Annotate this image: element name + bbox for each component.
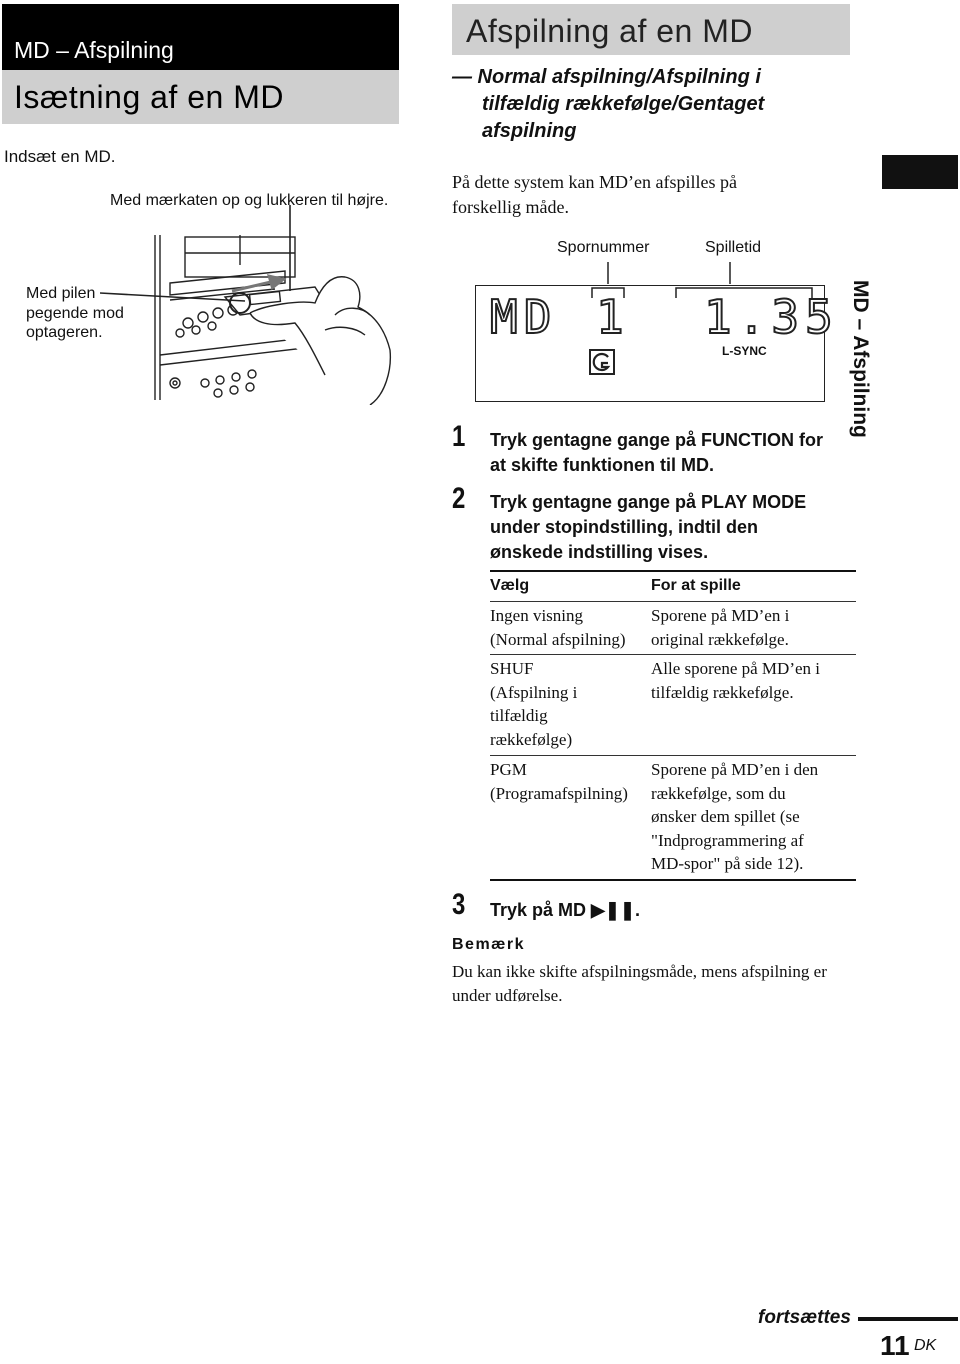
play-mode-table bbox=[490, 570, 856, 881]
intro-text: På dette system kan MD’en afspilles på forskellig måde. bbox=[452, 172, 737, 217]
language-code: DK bbox=[914, 1337, 937, 1354]
step-3-text: Tryk på MD ▶❚❚. bbox=[490, 900, 641, 920]
note-title: Bemærk bbox=[452, 936, 526, 953]
page-number: 11 bbox=[880, 1330, 910, 1361]
step-2-number: 2 bbox=[452, 482, 466, 515]
md-insert-illustration bbox=[100, 205, 400, 405]
md-display bbox=[475, 285, 839, 402]
table-header-choose: Vælg bbox=[490, 577, 530, 594]
side-tab-label: MD – Afspilning bbox=[849, 280, 872, 438]
continues-label: fortsættes bbox=[758, 1307, 851, 1328]
subheading: — Normal afspilning/Afspilning i tilfældig rækkefølge/Gentaget afspilning bbox=[452, 66, 765, 142]
left-heading-bar bbox=[2, 70, 399, 124]
track-number-label: Spornummer bbox=[557, 239, 650, 256]
display-sync: L-SYNC bbox=[722, 344, 767, 358]
display-source: MD bbox=[490, 290, 558, 344]
table-row: SHUF (Afspilning i tilfældig rækkefølge) Alle sporene på MD’en i tilfældig rækkefølge. bbox=[490, 659, 821, 749]
insert-instruction: Indsæt en MD. bbox=[4, 147, 116, 166]
label-callout: Med mærkaten op og lukkeren til højre. bbox=[110, 192, 389, 209]
section-label-bar bbox=[2, 4, 399, 70]
step-3-number: 3 bbox=[452, 888, 466, 921]
left-heading: Isætning af en MD bbox=[14, 79, 284, 115]
right-heading: Afspilning af en MD bbox=[466, 13, 753, 49]
table-header-row bbox=[490, 572, 856, 601]
side-tab-marker bbox=[882, 155, 958, 189]
md-logo-icon bbox=[588, 348, 616, 376]
table-row: PGM (Programafspilning) Sporene på MD’en i den rækkefølge, som du ønsker dem spillet (se "Indprogrammering af MD-spor" på side 12). bbox=[490, 760, 819, 873]
display-time: 1.35 bbox=[704, 290, 839, 344]
arrow-label: Med pilen pegende mod optageren. bbox=[26, 285, 124, 341]
section-label: MD – Afspilning bbox=[14, 37, 174, 63]
note-text: Du kan ikke skifte afspilningsmåde, mens afspilning er under udførelse. bbox=[452, 962, 827, 1005]
playing-time-label: Spilletid bbox=[705, 239, 762, 256]
display-track: 1 bbox=[596, 290, 630, 344]
step-1-number: 1 bbox=[452, 420, 466, 453]
continues-rule bbox=[858, 1317, 958, 1321]
step-2-text: Tryk gentagne gange på PLAY MODE under stopindstilling, indtil den ønskede indstilling vises. bbox=[490, 492, 807, 562]
right-heading-bar bbox=[452, 4, 850, 55]
step-1-text: Tryk gentagne gange på FUNCTION for at skifte funktionen til MD. bbox=[490, 430, 824, 475]
table-header-plays: For at spille bbox=[651, 577, 741, 594]
table-row: Ingen visning (Normal afspilning) Sporene på MD’en i original rækkefølge. bbox=[490, 606, 790, 649]
